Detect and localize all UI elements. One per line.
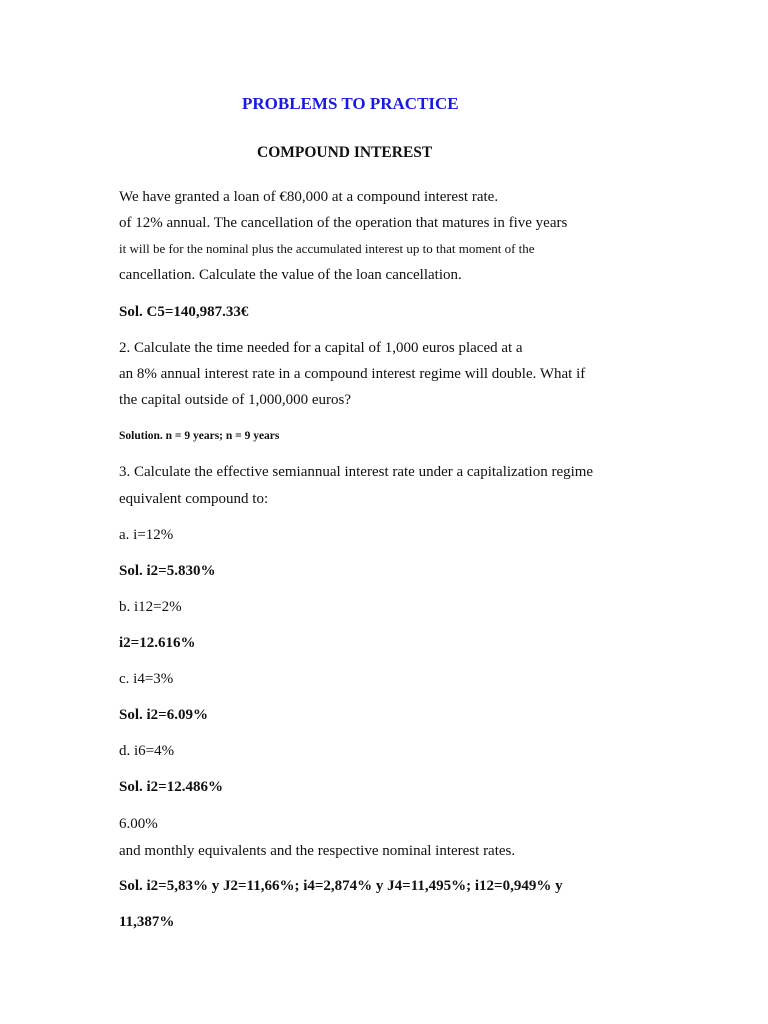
problem1-line3: it will be for the nominal plus the accumulated interest up to that moment of the: [119, 241, 535, 256]
problem3-item-d-solution: Sol. i2=12.486%: [119, 779, 223, 795]
problem1-line2: of 12% annual. The cancellation of the operation that matures in five years: [119, 215, 568, 231]
problem1-solution: Sol. C5=140,987.33€: [119, 304, 249, 320]
problem3-item-b: b. i12=2%: [119, 599, 182, 615]
problem3-item-d: d. i6=4%: [119, 743, 175, 759]
problem4-solution-line2: 11,387%: [119, 914, 175, 930]
problem2-line1: 2. Calculate the time needed for a capital of 1,000 euros placed at a: [119, 340, 523, 356]
problem3-line2: equivalent compound to:: [119, 491, 269, 507]
problem3-item-a-solution: Sol. i2=5.830%: [119, 563, 216, 579]
problem1-line1: We have granted a loan of €80,000 at a compound interest rate.: [119, 189, 499, 205]
problem4-line2: and monthly equivalents and the respective nominal interest rates.: [119, 843, 516, 859]
page-title: PROBLEMS TO PRACTICE: [242, 94, 459, 113]
problem3-item-c: c. i4=3%: [119, 671, 174, 687]
problem1-line4: cancellation. Calculate the value of the loan cancellation.: [119, 267, 462, 283]
problem3-item-b-solution: i2=12.616%: [119, 635, 196, 651]
problem3-line1: 3. Calculate the effective semiannual interest rate under a capitalization regime: [119, 464, 594, 480]
problem4-line1: 6.00%: [119, 816, 158, 832]
problem2-line2: an 8% annual interest rate in a compound interest regime will double. What if: [119, 366, 586, 382]
problem3-item-c-solution: Sol. i2=6.09%: [119, 707, 208, 723]
problem4-solution-line1: Sol. i2=5,83% y J2=11,66%; i4=2,874% y J4=11,495%; i12=0,949% y: [119, 878, 563, 894]
section-subtitle: COMPOUND INTEREST: [257, 144, 433, 161]
problem2-solution: Solution. n = 9 years; n = 9 years: [119, 430, 280, 442]
problem3-item-a: a. i=12%: [119, 527, 174, 543]
problem2-line3: the capital outside of 1,000,000 euros?: [119, 392, 352, 408]
